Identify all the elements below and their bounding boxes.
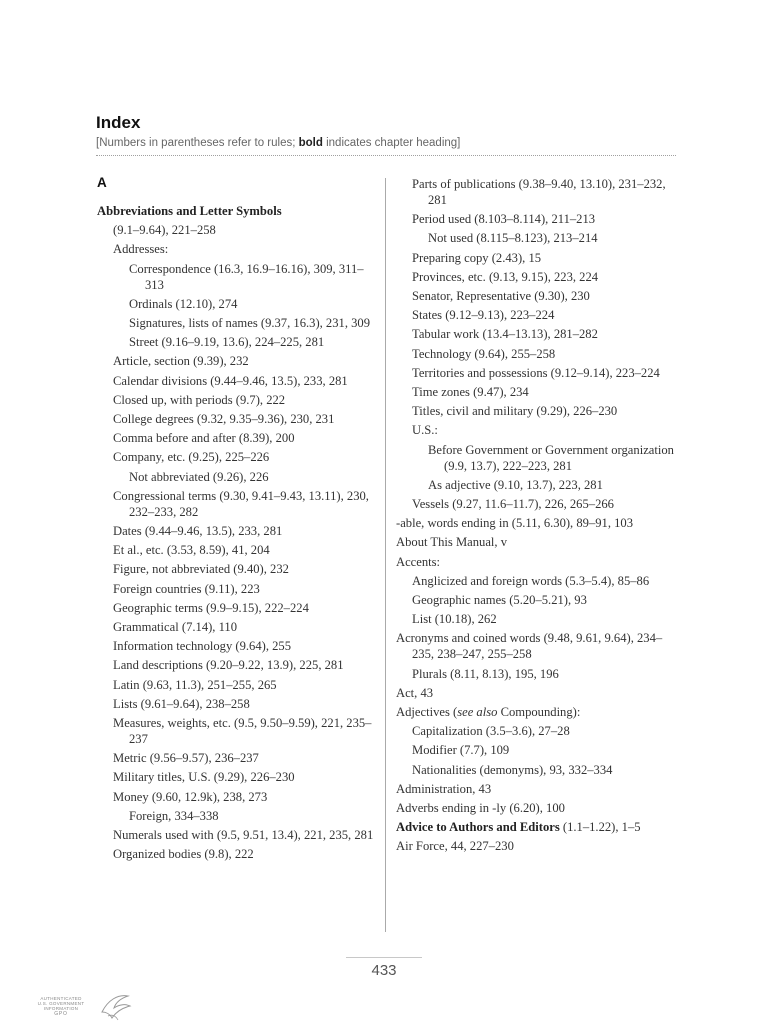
index-entry: Closed up, with periods (9.7), 222: [113, 392, 286, 407]
right-entries-list: [396, 176, 678, 854]
index-entry: Anglicized and foreign words (5.3–5.4), 85–86: [412, 573, 650, 588]
index-entry: Company, etc. (9.25), 225–226: [113, 450, 270, 465]
index-entry: Geographic terms (9.9–9.15), 222–224: [113, 600, 309, 615]
index-entry: Lists (9.61–9.64), 238–258: [113, 696, 250, 711]
index-entry: Foreign countries (9.11), 223: [113, 581, 260, 596]
index-entry: Senator, Representative (9.30), 230: [412, 289, 590, 304]
entry-text: (1.1–1.22), 1–5: [559, 820, 641, 835]
index-entry: Article, section (9.39), 232: [113, 354, 249, 369]
index-entry: Time zones (9.47), 234: [412, 384, 529, 399]
index-entry: As adjective (9.10, 13.7), 223, 281: [428, 477, 603, 492]
index-entry: Comma before and after (8.39), 200: [113, 431, 295, 446]
index-entry: -able, words ending in (5.11, 6.30), 89–91, 103: [396, 516, 634, 531]
index-entry: Not used (8.115–8.123), 213–214: [428, 231, 598, 246]
index-entry: Street (9.16–9.19, 13.6), 224–225, 281: [129, 335, 325, 350]
index-entry: Provinces, etc. (9.13, 9.15), 223, 224: [412, 269, 599, 284]
index-entry: U.S.:: [412, 423, 438, 438]
index-entry: Preparing copy (2.43), 15: [412, 250, 542, 265]
index-entry: Land descriptions (9.20–9.22, 13.9), 225, 281: [113, 658, 344, 673]
index-entry: Dates (9.44–9.46, 13.5), 233, 281: [113, 524, 283, 538]
index-entry: Numerals used with (9.5, 9.51, 13.4), 221, 235, 281: [113, 827, 374, 842]
index-header: [96, 112, 676, 151]
seal-line: U.S. GOVERNMENT: [37, 1001, 85, 1006]
index-entry: Information technology (9.64), 255: [113, 639, 292, 654]
index-entry: (9.1–9.64), 221–258: [113, 223, 216, 238]
index-entry: Latin (9.63, 11.3), 251–255, 265: [113, 677, 277, 692]
seal-text: [26, 996, 96, 1017]
entry-text: Compounding):: [497, 704, 581, 719]
index-entry: Titles, civil and military (9.29), 226–230: [412, 404, 618, 419]
subtitle-text-post: indicates chapter heading]: [322, 137, 461, 149]
index-entry: Addresses:: [113, 242, 169, 257]
index-entry: Congressional terms (9.30, 9.41–9.43, 13.11), 230, 232–233, 282: [113, 488, 369, 519]
gpo-authentication-seal: [26, 990, 136, 1024]
left-entries-list: [97, 203, 374, 862]
subtitle-bold-word: bold: [298, 137, 323, 149]
index-entry: Before Government or Government organization (9.9, 13.7), 222–223, 281: [428, 442, 674, 473]
entry-see-also: see also: [457, 704, 498, 719]
index-entry: States (9.12–9.13), 223–224: [412, 308, 555, 323]
entry-chapter-heading: Advice to Authors and Editors: [396, 820, 560, 835]
index-entry: [396, 704, 678, 720]
seal-line: INFORMATION: [43, 1006, 79, 1011]
index-entry: Measures, weights, etc. (9.5, 9.50–9.59), 221, 235–237: [113, 715, 372, 746]
index-entry: Organized bodies (9.8), 222: [113, 847, 254, 862]
header-dotted-rule: [96, 155, 676, 156]
index-entry: Adverbs ending in -ly (6.20), 100: [396, 800, 565, 815]
index-entry: Modifier (7.7), 109: [412, 743, 510, 758]
index-column-left: [97, 175, 374, 865]
index-entry: Accents:: [396, 554, 441, 569]
index-entry: Military titles, U.S. (9.29), 226–230: [113, 770, 295, 785]
index-entry: [396, 819, 678, 835]
index-column-right: [396, 176, 678, 857]
page-title: Index: [96, 113, 141, 132]
page-number: 433: [371, 962, 397, 979]
index-entry: Vessels (9.27, 11.6–11.7), 226, 265–266: [412, 497, 614, 511]
index-entry: Not abbreviated (9.26), 226: [129, 469, 269, 484]
index-entry: Parts of publications (9.38–9.40, 13.10), 231–232, 281: [412, 177, 666, 208]
index-entry: Et al., etc. (3.53, 8.59), 41, 204: [113, 543, 270, 558]
subtitle-text-pre: [Numbers in parentheses refer to rules;: [96, 137, 299, 149]
index-entry: Metric (9.56–9.57), 236–237: [113, 751, 259, 766]
index-entry: Acronyms and coined words (9.48, 9.61, 9.64), 234–235, 238–247, 255–258: [396, 631, 663, 662]
index-entry: Figure, not abbreviated (9.40), 232: [113, 562, 289, 577]
index-entry: Period used (8.103–8.114), 211–213: [412, 212, 596, 227]
eagle-icon: [94, 990, 134, 1024]
index-entry: Tabular work (13.4–13.13), 281–282: [412, 327, 598, 342]
index-entry: College degrees (9.32, 9.35–9.36), 230, 231: [113, 411, 335, 426]
index-entry: About This Manual, v: [396, 535, 508, 550]
index-entry: Abbreviations and Letter Symbols: [97, 204, 282, 218]
index-entry: Nationalities (demonyms), 93, 332–334: [412, 762, 613, 777]
seal-line: AUTHENTICATED: [40, 996, 82, 1001]
index-entry: Plurals (8.11, 8.13), 195, 196: [412, 666, 559, 681]
footer-rule: [346, 957, 422, 958]
index-entry: Capitalization (3.5–3.6), 27–28: [412, 724, 570, 739]
entry-text: Adjectives (: [396, 704, 458, 719]
section-letter: A: [97, 175, 107, 190]
index-entry: Territories and possessions (9.12–9.14), 223–224: [412, 365, 660, 380]
index-entry: Act, 43: [396, 685, 434, 700]
index-entry: Grammatical (7.14), 110: [113, 619, 238, 634]
index-entry: Correspondence (16.3, 16.9–16.16), 309, 311–313: [129, 261, 364, 292]
seal-line: GPO: [54, 1011, 68, 1017]
column-divider: [385, 178, 386, 932]
index-entry: Foreign, 334–338: [129, 808, 219, 823]
index-entry: Calendar divisions (9.44–9.46, 13.5), 233, 281: [113, 373, 348, 388]
page-subtitle: [96, 135, 676, 151]
index-entry: Air Force, 44, 227–230: [396, 839, 514, 854]
index-entry: Ordinals (12.10), 274: [129, 296, 238, 311]
index-entry: Geographic names (5.20–5.21), 93: [412, 592, 587, 607]
index-entry: List (10.18), 262: [412, 612, 497, 627]
index-entry: Money (9.60, 12.9k), 238, 273: [113, 789, 268, 804]
index-entry: Administration, 43: [396, 781, 492, 796]
index-entry: Signatures, lists of names (9.37, 16.3), 231, 309: [129, 316, 371, 331]
index-entry: Technology (9.64), 255–258: [412, 346, 556, 361]
